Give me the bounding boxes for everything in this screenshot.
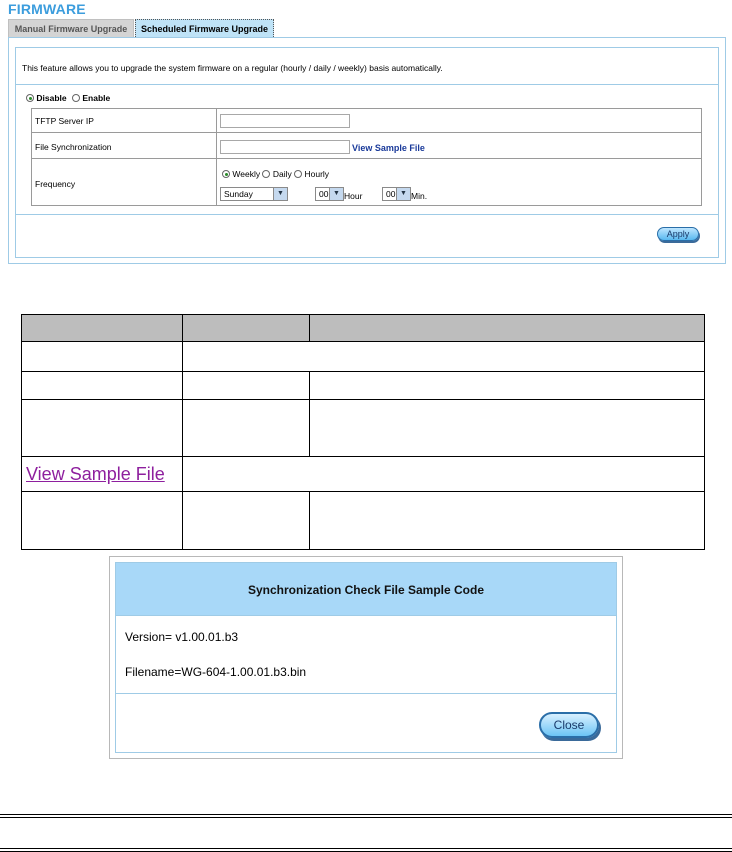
schedule-config-table [31, 108, 702, 206]
chevron-down-icon: ▼ [329, 188, 343, 200]
table-cell [22, 492, 183, 550]
page-rule [0, 814, 732, 815]
enable-radio[interactable] [72, 94, 80, 102]
disable-radio[interactable] [26, 94, 34, 102]
table-row-divider [31, 132, 702, 133]
version-line: Version= v1.00.01.b3 [125, 630, 239, 644]
file-synchronization-input[interactable] [220, 140, 350, 154]
section-divider [16, 214, 718, 215]
minute-select[interactable] [382, 187, 411, 201]
minute-label: Min. [411, 191, 428, 201]
mode-radio-group [26, 93, 113, 103]
enable-label: Enable [82, 93, 111, 103]
chevron-down-icon: ▼ [273, 188, 287, 200]
tab-scheduled-firmware-upgrade[interactable]: Scheduled Firmware Upgrade [135, 19, 274, 37]
tab-manual-firmware-upgrade[interactable]: Manual Firmware Upgrade [8, 19, 134, 37]
dialog-divider [116, 693, 616, 694]
table-cell [183, 342, 705, 372]
frequency-label: Frequency [35, 179, 76, 189]
table-row [22, 492, 705, 550]
tftp-server-ip-label: TFTP Server IP [35, 116, 94, 126]
disable-label: Disable [36, 93, 67, 103]
day-select[interactable] [220, 187, 288, 201]
table-row [22, 372, 705, 400]
daily-radio[interactable] [262, 170, 270, 178]
feature-description: This feature allows you to upgrade the system firmware on a regular (hourly / daily / weekly) basis automatically. [22, 63, 443, 73]
table-header-cell [22, 315, 183, 342]
view-sample-file-link[interactable]: View Sample File [26, 463, 165, 484]
hourly-label: Hourly [304, 169, 330, 179]
tftp-server-ip-input[interactable] [220, 114, 350, 128]
file-synchronization-label: File Synchronization [35, 142, 112, 152]
parameter-table [21, 314, 705, 550]
table-header-row [22, 315, 705, 342]
table-cell [310, 372, 705, 400]
table-row-divider [31, 158, 702, 159]
table-header-cell [183, 315, 310, 342]
table-row [22, 457, 705, 492]
table-column-divider [216, 108, 217, 206]
close-button[interactable]: Close [539, 712, 599, 738]
table-cell [310, 400, 705, 457]
table-cell [22, 400, 183, 457]
page-rule [0, 817, 732, 818]
table-cell [310, 492, 705, 550]
section-divider [16, 84, 718, 85]
hourly-radio[interactable] [294, 170, 302, 178]
weekly-radio[interactable] [222, 170, 230, 178]
apply-button[interactable]: Apply [657, 227, 699, 241]
frequency-radio-group [222, 169, 329, 179]
table-cell [183, 492, 310, 550]
table-cell [183, 400, 310, 457]
dialog-title: Synchronization Check File Sample Code [247, 583, 485, 597]
filename-line: Filename=WG-604-1.00.01.b3.bin [125, 665, 307, 679]
hour-select-value: 00 [319, 189, 329, 199]
table-row [22, 400, 705, 457]
table-cell [22, 342, 183, 372]
table-cell [183, 457, 705, 492]
hour-label: Hour [344, 191, 363, 201]
hour-select[interactable] [315, 187, 344, 201]
daily-label: Daily [272, 169, 292, 179]
day-select-value: Sunday [224, 189, 253, 199]
page-title: FIRMWARE [8, 1, 86, 17]
chevron-down-icon: ▼ [396, 188, 410, 200]
table-cell [22, 457, 183, 492]
table-cell [183, 372, 310, 400]
weekly-label: Weekly [232, 169, 261, 179]
table-row [22, 342, 705, 372]
table-header-cell [310, 315, 705, 342]
view-sample-file-link[interactable]: View Sample File [352, 143, 425, 153]
table-cell [22, 372, 183, 400]
page-rule [0, 848, 732, 849]
minute-select-value: 00 [386, 189, 396, 199]
